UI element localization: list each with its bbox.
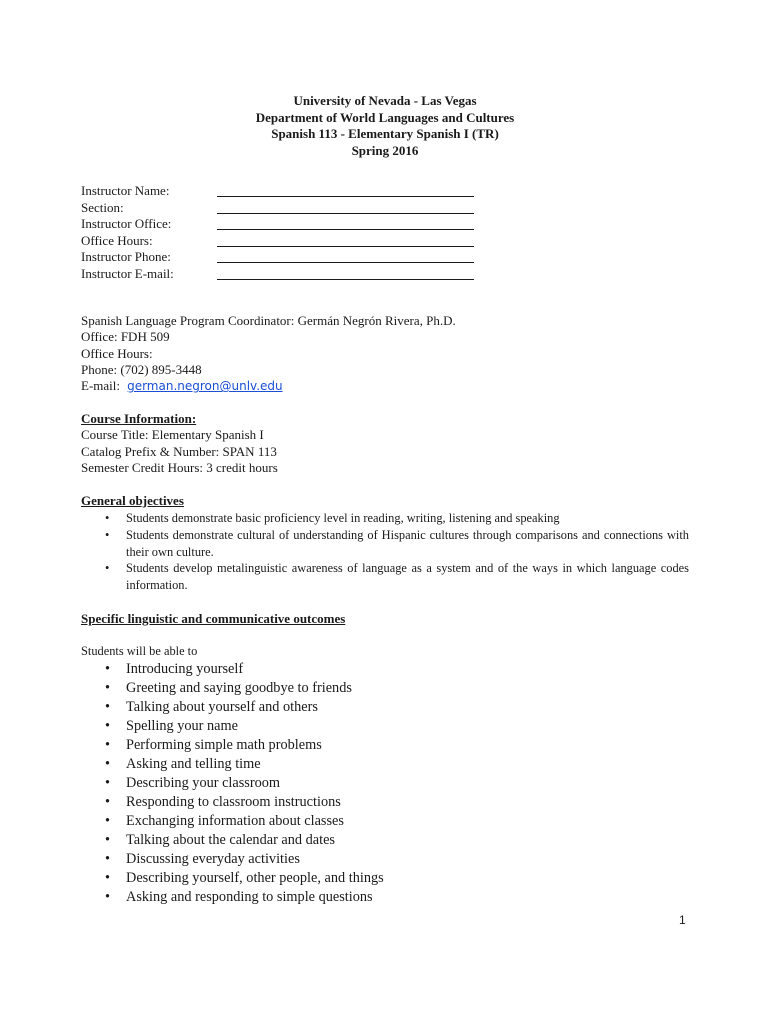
list-item — [81, 850, 701, 869]
outcomes-intro: Students will be able to — [81, 644, 198, 658]
list-item — [81, 679, 701, 698]
coordinator-block — [81, 313, 456, 394]
page-number: 1 — [679, 913, 686, 927]
bullet-icon: • — [105, 870, 111, 886]
instructor-email-row — [81, 266, 501, 283]
outcome-text: Responding to classroom instructions — [126, 794, 341, 810]
email-label: E-mail: — [81, 378, 120, 394]
list-item — [81, 869, 701, 888]
list-item — [81, 717, 701, 736]
credit-hours: Semester Credit Hours: 3 credit hours — [81, 459, 278, 475]
outcome-text: Greeting and saying goodbye to friends — [126, 680, 352, 696]
blank-line — [217, 213, 474, 214]
instructor-name-row — [81, 183, 501, 200]
course-title: Course Title: Elementary Spanish I — [81, 427, 264, 443]
bullet-icon: • — [105, 889, 111, 905]
list-item — [81, 698, 701, 717]
coordinator-office: Office: FDH 509 — [81, 329, 170, 345]
catalog-number: Catalog Prefix & Number: SPAN 113 — [81, 443, 277, 459]
list-item — [81, 560, 689, 594]
outcomes-title: Specific linguistic and communicative outcomes — [81, 611, 346, 626]
bullet-icon: • — [105, 718, 111, 734]
outcome-text: Introducing yourself — [126, 661, 244, 677]
bullet-icon: • — [105, 813, 111, 829]
list-item — [81, 793, 701, 812]
outcomes-heading — [81, 611, 345, 627]
bullet-icon: • — [105, 699, 111, 715]
course-info-heading: Course Information: — [81, 411, 197, 426]
general-objectives-list — [81, 510, 689, 594]
bullet-icon: • — [105, 756, 111, 772]
bullet-icon: • — [105, 661, 111, 677]
outcome-text: Spelling your name — [126, 718, 238, 734]
coordinator-email-link[interactable]: german.negron@unlv.edu — [127, 379, 283, 394]
office-hours-row — [81, 233, 501, 250]
blank-line — [217, 229, 474, 230]
bullet-icon: • — [105, 794, 111, 810]
blank-line — [217, 279, 474, 280]
field-label: Instructor E-mail: — [81, 265, 174, 281]
blank-line — [217, 196, 474, 197]
general-objectives-title: General objectives — [81, 493, 184, 508]
list-item — [81, 510, 689, 527]
outcomes-list — [81, 660, 701, 907]
field-label: Office Hours: — [81, 232, 153, 248]
objective-text: Students demonstrate basic proficiency level in reading, writing, listening and speaking — [126, 511, 560, 525]
header-term: Spring 2016 — [351, 142, 419, 158]
coordinator-phone: Phone: (702) 895-3448 — [81, 361, 202, 377]
bullet-icon: • — [105, 511, 110, 525]
outcome-text: Exchanging information about classes — [126, 813, 344, 829]
header-university: University of Nevada - Las Vegas — [293, 93, 477, 108]
outcome-text: Talking about yourself and others — [126, 699, 318, 715]
objective-text: Students demonstrate cultural of understanding of Hispanic cultures through comparisons and connections with their own culture. — [126, 527, 689, 559]
document-header — [0, 93, 770, 159]
bullet-icon: • — [105, 851, 111, 867]
list-item — [81, 660, 701, 679]
outcome-text: Performing simple math problems — [126, 737, 322, 753]
field-label: Instructor Office: — [81, 216, 172, 231]
outcome-text: Asking and responding to simple questions — [126, 889, 373, 905]
field-label: Instructor Phone: — [81, 249, 171, 264]
coordinator-hours: Office Hours: — [81, 345, 153, 361]
list-item — [81, 812, 701, 831]
objective-text: Students develop metalinguistic awareness of language as a system and of the ways in which language codes information. — [126, 561, 689, 593]
header-department: Department of World Languages and Cultures — [255, 109, 515, 125]
bullet-icon: • — [105, 775, 111, 791]
field-label: Section: — [81, 199, 124, 215]
outcome-text: Describing your classroom — [126, 775, 281, 791]
bullet-icon: • — [105, 680, 111, 696]
list-item — [81, 774, 701, 793]
list-item — [81, 736, 701, 755]
bullet-icon: • — [105, 737, 111, 753]
coordinator-line: Spanish Language Program Coordinator: Germán Negrón Rivera, Ph.D. — [81, 313, 456, 328]
instructor-fields — [81, 183, 501, 282]
outcome-text: Talking about the calendar and dates — [126, 832, 336, 848]
coordinator-email-row — [81, 378, 456, 394]
list-item — [81, 527, 689, 561]
outcome-text: Discussing everyday activities — [126, 851, 300, 867]
list-item — [81, 831, 701, 850]
instructor-office-row — [81, 216, 501, 233]
list-item — [81, 755, 701, 774]
instructor-phone-row — [81, 249, 501, 266]
course-info-block — [81, 411, 278, 476]
list-item — [81, 888, 701, 907]
bullet-icon: • — [105, 561, 110, 576]
outcome-text: Asking and telling time — [126, 756, 261, 772]
outcome-text: Describing yourself, other people, and things — [126, 870, 384, 886]
section-row — [81, 200, 501, 217]
blank-line — [217, 262, 474, 263]
header-course: Spanish 113 - Elementary Spanish I (TR) — [271, 126, 499, 141]
bullet-icon: • — [105, 832, 111, 848]
general-objectives-heading — [81, 493, 184, 509]
field-label: Instructor Name: — [81, 183, 170, 198]
bullet-icon: • — [105, 527, 110, 542]
blank-line — [217, 246, 474, 247]
